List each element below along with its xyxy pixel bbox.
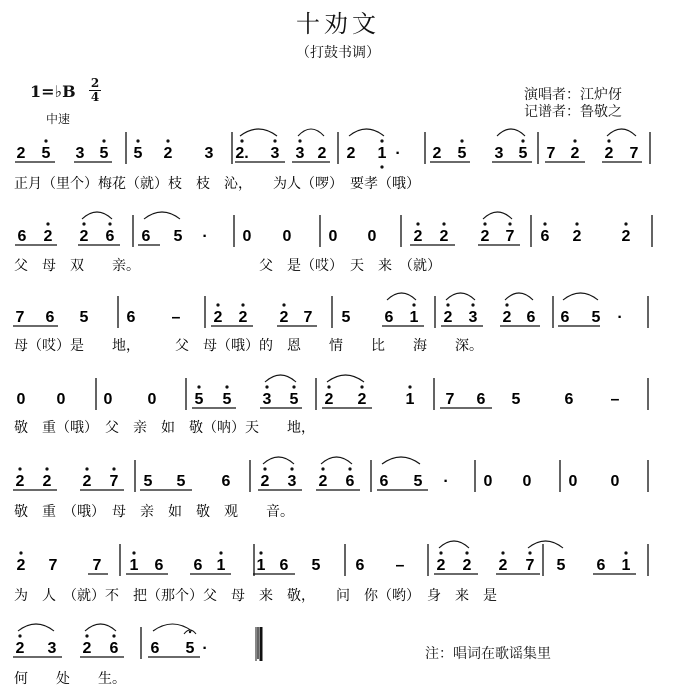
high-octave-dot-3-2 [241,303,244,306]
note-3-11: 6 [384,309,394,326]
note-2-10: 0 [328,228,338,245]
slur-7-1 [18,624,54,631]
note-4-3: 0 [103,391,113,408]
note-1-20: 2 [570,145,580,162]
note-1-9: 3 [270,145,280,162]
note-2-4: 6 [105,228,115,245]
note-3-4: 6 [126,309,136,326]
note-3-3: 5 [79,309,89,326]
slur-5-1 [263,457,294,464]
slur-2-3 [483,212,512,219]
note-3-5: – [171,309,181,326]
note-6-18: 6 [596,557,606,574]
lyrics-line-6: 为 人 （就）不 把（那个）父 母 来 敬， 问 你（哟） 身 来 是 [14,588,497,604]
note-5-12: 6 [379,473,389,490]
note-1-3: 3 [75,145,85,162]
note-6-13: 2 [436,557,446,574]
high-octave-dot-2-1 [46,222,49,225]
high-octave-dot-6-8 [528,551,531,554]
note-3-19: · [617,309,623,326]
song-subtitle: （打鼓书调） [296,45,380,61]
note-5-15: 0 [483,473,493,490]
note-1-15: 2 [432,145,442,162]
credit-transcriber-name: 鲁敬之 [580,104,622,120]
lyrics-line-3: 母（哎）是 地， 父 母（哦）的 恩 情 比 海 深。 [14,338,483,354]
note-2-16: 6 [540,228,550,245]
note-5-16: 0 [522,473,532,490]
note-1-10: 3 [295,145,305,162]
high-octave-dot-3-7 [505,303,508,306]
note-2-11: 0 [367,228,377,245]
note-1-21: 2 [604,145,614,162]
note-2-3: 2 [79,228,89,245]
note-1-19: 7 [546,145,556,162]
note-6-3: 7 [92,557,102,574]
note-5-5: 5 [143,473,153,490]
high-octave-dot-3-3 [282,303,285,306]
note-5-3: 2 [82,473,92,490]
note-6-10: 5 [311,557,321,574]
time-signature-bottom: 4 [90,90,100,104]
note-1-2: 5 [41,145,51,162]
note-1-16: 5 [457,145,467,162]
high-octave-dot-4-5 [327,385,330,388]
high-octave-dot-6-2 [132,551,135,554]
note-3-7: 2 [238,309,248,326]
note-4-15: 6 [564,391,574,408]
note-2-15: 7 [505,228,515,245]
note-6-7: 1 [216,557,226,574]
high-octave-dot-4-6 [360,385,363,388]
high-octave-dot-5-6 [290,467,293,470]
note-1-11: 2 [317,145,327,162]
lyrics-line-2: 父 母 双 亲。 父 是（哎） 天 来 （就） [14,258,441,274]
credit-singer-name: 江炉伢 [580,87,622,103]
note-6-5: 6 [154,557,164,574]
note-6-2: 7 [48,557,58,574]
high-octave-dot-5-5 [263,467,266,470]
note-3-1: 7 [15,309,25,326]
note-5-8: 2 [260,473,270,490]
note-3-15: 2 [502,309,512,326]
note-1-6: 2 [163,145,173,162]
slur-2-2 [144,212,180,219]
note-5-7: 6 [221,473,231,490]
slur-1-1 [240,129,277,136]
note-6-16: 7 [525,557,535,574]
lyrics-line-1: 正月（里个）梅花（就）枝 枝 沁， 为人（啰） 要孝（哦） [14,176,420,192]
note-4-11: 1 [405,391,415,408]
high-octave-dot-1-1 [44,139,47,142]
high-octave-dot-6-6 [465,551,468,554]
note-4-9: 2 [324,391,334,408]
high-octave-dot-1-12 [607,139,610,142]
note-5-11: 6 [345,473,355,490]
high-octave-dot-1-3 [136,139,139,142]
high-octave-dot-4-1 [197,385,200,388]
high-octave-dot-2-2 [82,222,85,225]
note-5-4: 7 [109,473,119,490]
high-octave-dot-4-2 [225,385,228,388]
note-7-6: 5 [185,640,195,657]
high-octave-dot-1-8 [380,139,383,142]
slur-4-1 [265,375,296,382]
note-4-4: 0 [147,391,157,408]
credit-singer-label: 演唱者： [524,87,580,103]
note-6-17: 5 [556,557,566,574]
high-octave-dot-4-4 [292,385,295,388]
note-7-2: 3 [47,640,57,657]
note-2-2: 2 [43,228,53,245]
high-octave-dot-3-1 [216,303,219,306]
note-1-17: 3 [494,145,504,162]
note-6-8: 1 [256,557,266,574]
note-3-10: 5 [341,309,351,326]
slur-1-4 [497,129,525,136]
high-octave-dot-4-7 [408,385,411,388]
note-1-12: 2 [346,145,356,162]
high-octave-dot-1-7 [298,139,301,142]
high-octave-dot-5-3 [85,467,88,470]
slur-3-1 [387,293,416,300]
note-2-17: 2 [572,228,582,245]
note-1-13: 1 [377,145,387,162]
slur-1-2 [298,129,324,136]
note-4-12: 7 [445,391,455,408]
note-3-13: 2 [443,309,453,326]
tempo-marking: 中速 [46,112,71,126]
lyrics-line-4: 敬 重（哦） 父 亲 如 敬（呐）天 地， [14,420,315,436]
high-octave-dot-5-7 [321,467,324,470]
high-octave-dot-2-4 [416,222,419,225]
note-4-1: 0 [16,391,26,408]
high-octave-dot-2-3 [108,222,111,225]
note-6-14: 2 [462,557,472,574]
note-1-18: 5 [518,145,528,162]
high-octave-dot-7-1 [18,634,21,637]
high-octave-dot-1-5 [240,139,243,142]
note-5-13: 5 [413,473,423,490]
note-3-9: 7 [303,309,313,326]
note-7-3: 2 [82,640,92,657]
high-octave-dot-2-6 [483,222,486,225]
note-4-2: 0 [56,391,66,408]
note-4-7: 3 [262,391,272,408]
high-octave-dot-2-7 [508,222,511,225]
note-1-14: · [395,145,401,162]
note-3-17: 6 [560,309,570,326]
note-6-1: 2 [16,557,26,574]
slur-7-2 [85,624,116,631]
high-octave-dot-1-10 [521,139,524,142]
slur-6-1 [439,541,469,548]
note-3-8: 2 [279,309,289,326]
note-1-8: 2. [235,145,249,162]
song-title: 十劝文 [296,10,380,38]
note-2-7: · [202,228,208,245]
note-2-6: 5 [173,228,183,245]
note-4-14: 5 [511,391,521,408]
note-1-1: 2 [16,145,26,162]
high-octave-dot-1-6 [273,139,276,142]
high-octave-dot-6-5 [439,551,442,554]
footnote: 注：唱词在歌谣集里 [425,646,551,662]
note-5-18: 0 [610,473,620,490]
note-1-4: 5 [99,145,109,162]
note-5-9: 3 [287,473,297,490]
high-octave-dot-6-7 [501,551,504,554]
note-6-19: 1 [621,557,631,574]
note-3-14: 3 [468,309,478,326]
lyrics-line-7: 何 处 生。 [14,671,126,687]
note-1-5: 5 [133,145,143,162]
slur-3-2 [446,293,475,300]
high-octave-dot-4-3 [265,385,268,388]
note-7-5: 6 [150,640,160,657]
note-3-12: 1 [409,309,419,326]
note-2-5: 6 [141,228,151,245]
credit-transcriber-label: 记谱者： [524,104,580,120]
high-octave-dot-5-8 [348,467,351,470]
slur-3-4 [563,293,598,300]
note-4-6: 5 [222,391,232,408]
note-6-6: 6 [193,557,203,574]
note-1-22: 7 [629,145,639,162]
high-octave-dot-2-9 [575,222,578,225]
note-6-15: 2 [498,557,508,574]
note-6-9: 6 [279,557,289,574]
note-6-4: 1 [129,557,139,574]
high-octave-dot-6-3 [219,551,222,554]
high-octave-dot-7-3 [112,634,115,637]
high-octave-dot-1-9 [460,139,463,142]
lyrics-line-5: 敬 重 （哦） 母 亲 如 敬 观 音。 [14,504,294,520]
slur-3-3 [505,293,533,300]
note-5-17: 0 [568,473,578,490]
note-4-5: 5 [194,391,204,408]
high-octave-dot-3-4 [412,303,415,306]
high-octave-dot-1-4 [166,139,169,142]
note-2-14: 2 [480,228,490,245]
note-5-10: 2 [318,473,328,490]
note-4-16: – [610,391,620,408]
high-octave-dot-6-9 [624,551,627,554]
note-4-13: 6 [476,391,486,408]
note-5-1: 2 [15,473,25,490]
slur-1-5 [607,129,636,136]
high-octave-dot-5-1 [18,467,21,470]
slur-2-1 [82,212,112,219]
note-2-8: 0 [242,228,252,245]
high-octave-dot-3-5 [446,303,449,306]
note-5-14: · [443,473,449,490]
high-octave-dot-5-4 [112,467,115,470]
note-7-7: · [202,640,208,657]
time-signature-top: 2 [90,76,100,90]
note-5-2: 2 [42,473,52,490]
slur-5-2 [321,457,352,464]
note-5-6: 5 [176,473,186,490]
high-octave-dot-2-8 [543,222,546,225]
note-6-11: 6 [355,557,365,574]
note-3-18: 5 [591,309,601,326]
note-2-12: 2 [413,228,423,245]
note-3-6: 2 [213,309,223,326]
high-octave-dot-2-10 [624,222,627,225]
high-octave-dot-6-1 [19,551,22,554]
slur-6-2 [528,541,563,548]
slur-1-3 [349,129,384,136]
note-2-13: 2 [439,228,449,245]
note-2-1: 6 [17,228,27,245]
slur-7-3 [153,624,192,631]
high-octave-dot-7-2 [85,634,88,637]
high-octave-dot-5-2 [45,467,48,470]
note-1-7: 3 [204,145,214,162]
high-octave-dot-3-6 [471,303,474,306]
note-4-8: 5 [289,391,299,408]
note-6-12: – [395,557,405,574]
note-3-2: 6 [45,309,55,326]
note-4-10: 2 [357,391,367,408]
note-7-4: 6 [109,640,119,657]
slur-5-3 [382,457,420,464]
slur-4-2 [327,375,364,382]
high-octave-dot-1-11 [573,139,576,142]
note-2-18: 2 [621,228,631,245]
note-2-9: 0 [282,228,292,245]
fermata-dot [189,631,191,633]
high-octave-dot-6-4 [259,551,262,554]
note-7-1: 2 [15,640,25,657]
high-octave-dot-2-5 [442,222,445,225]
note-3-16: 6 [526,309,536,326]
low-octave-dot-1-1 [380,165,383,168]
key-signature: 1=♭B [30,82,76,101]
high-octave-dot-1-2 [102,139,105,142]
